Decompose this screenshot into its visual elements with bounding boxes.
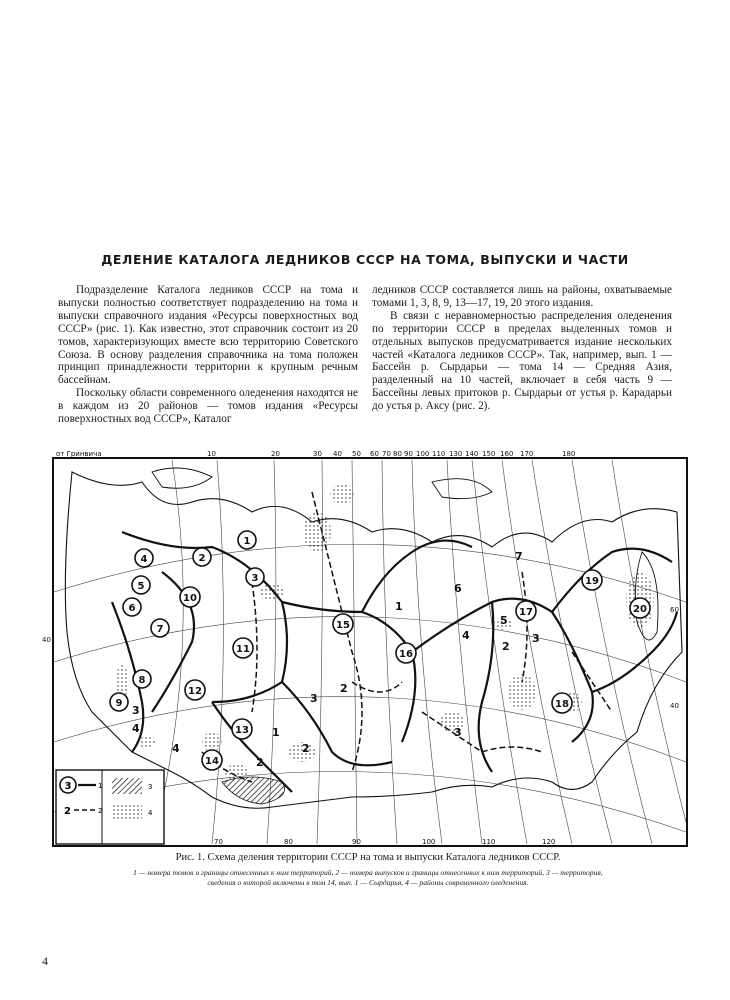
paragraph: Поскольку области современного оледенения находятся не в каждом из 20 районов — томов издания «Ресурсы поверхностных вод СССР», Каталог (58, 387, 358, 426)
page-number: 4 (42, 954, 48, 968)
volume-6 (123, 598, 141, 616)
tick-label: 170 (520, 450, 534, 458)
tick-label: 80 (393, 450, 402, 458)
tick-label: 50 (352, 450, 361, 458)
volume-7 (151, 619, 169, 637)
volume-19 (582, 570, 602, 590)
volume-15 (333, 614, 353, 634)
volume-10 (180, 587, 200, 607)
tick-label: 70 (214, 838, 223, 846)
volume-16 (396, 643, 416, 663)
tick-label: 160 (500, 450, 514, 458)
svg-text:16: 16 (399, 649, 413, 660)
issue-number: 4 (172, 742, 180, 755)
svg-text:6: 6 (128, 603, 136, 614)
svg-text:9: 9 (115, 698, 123, 709)
issue-number: 2 (340, 682, 348, 695)
svg-text:14: 14 (205, 756, 219, 767)
issue-number: 3 (532, 632, 540, 645)
top-axis (56, 450, 575, 458)
volume-13 (232, 719, 252, 739)
svg-text:4: 4 (140, 554, 148, 565)
tick-label: 60 (370, 450, 379, 458)
legend-line: сведения о которой включены в том 14, вып. 1 — Сырдарья, 4 — районы современного оледенения. (207, 878, 529, 887)
volume-20 (630, 598, 650, 618)
svg-text:15: 15 (336, 620, 350, 631)
volume-17 (516, 601, 536, 621)
tick-label: 100 (422, 838, 436, 846)
svg-text:17: 17 (519, 607, 533, 618)
volume-1 (238, 531, 256, 549)
tick-label: 30 (313, 450, 322, 458)
tick-label: 90 (404, 450, 413, 458)
issue-number: 4 (132, 722, 140, 735)
svg-text:8: 8 (138, 675, 146, 686)
volume-12 (185, 680, 205, 700)
volume-3 (246, 568, 264, 586)
volume-4 (135, 549, 153, 567)
issue-number: 3 (310, 692, 318, 705)
svg-text:11: 11 (236, 644, 250, 655)
tick-label: 40 (333, 450, 342, 458)
ussr-map-figure (42, 450, 688, 848)
legend-issue-sample: 2 (64, 806, 71, 817)
volume-9 (110, 693, 128, 711)
tick-label: 110 (432, 450, 446, 458)
svg-text:5: 5 (137, 581, 145, 592)
map-svg (42, 450, 688, 848)
issue-number: 7 (515, 550, 523, 563)
issue-number: 4 (462, 629, 470, 642)
legend-volume-sample: 3 (64, 781, 72, 792)
svg-text:7: 7 (156, 624, 164, 635)
tick-label: 120 (542, 838, 556, 846)
svg-text:18: 18 (555, 699, 569, 710)
volume-2 (193, 548, 211, 566)
tick-label: 100 (416, 450, 430, 458)
figure-caption: Рис. 1. Схема деления территории СССР на тома и выпуски Каталога ледников СССР. (175, 852, 561, 863)
legend-key-3: 3 (148, 783, 153, 791)
svg-text:3: 3 (251, 573, 259, 584)
lat-label: 40 (42, 636, 51, 644)
figure-legend-text (58, 868, 678, 888)
tick-label: 20 (271, 450, 280, 458)
svg-text:10: 10 (183, 593, 197, 604)
volume-8 (133, 670, 151, 688)
map-legend (56, 770, 164, 844)
tick-label: 110 (482, 838, 496, 846)
greenwich-label: от Гринвича (56, 450, 102, 458)
issue-number: 6 (454, 582, 462, 595)
lat-label: 40 (670, 702, 679, 710)
svg-text:13: 13 (235, 725, 249, 736)
tick-label: 80 (284, 838, 293, 846)
legend-key-2: 2 (98, 807, 103, 815)
issue-number: 2 (256, 756, 264, 769)
svg-text:20: 20 (633, 604, 647, 615)
tick-label: 130 (449, 450, 463, 458)
volume-11 (233, 638, 253, 658)
section-heading: ДЕЛЕНИЕ КАТАЛОГА ЛЕДНИКОВ СССР НА ТОМА, ВЫПУСКИ И ЧАСТИ (101, 252, 629, 267)
issue-number: 3 (132, 704, 140, 717)
legend-key-1: 1 (98, 782, 103, 790)
tick-label: 140 (465, 450, 479, 458)
lat-label: 60 (670, 606, 679, 614)
paragraph: В связи с неравномерностью распределения оледенения по территории СССР в пределах выделенных томов и отдельных выпусков предусматривается издание нескольких частей «Каталога ледников СССР». Так, например, вып. 1 — Бассейн р. Сырдарьи — тома 14 — Средняя Азия, разделенный на 10 частей, включает в себя часть 9 — Бассейны левых притоков р. Сырдарьи от устья р. Карадарьи до устья р. Аксу (рис. 2). (372, 309, 672, 413)
legend-line: 1 — номера томов и границы отнесенных к ним территорий, 2 — номера выпусков и границы отнесенных к ним территорий, 3 — территория, (133, 868, 603, 877)
text-column-left (58, 284, 358, 426)
issue-number: 2 (502, 640, 510, 653)
issue-number: 3 (454, 726, 462, 739)
tick-label: 70 (382, 450, 391, 458)
paragraph: ледников СССР составляется лишь на районы, охватываемые томами 1, 3, 8, 9, 13—17, 19, 20 этого издания. (372, 284, 672, 309)
paragraph: Подразделение Каталога ледников СССР на тома и выпуски полностью соответствует подразделению на тома и выпуски справочного издания «Ресурсы поверхностных вод СССР» (рис. 1). Как известно, этот справочник состоит из 20 томов, характеризующих вместе всю территорию Советского Союза. В основу разделения справочника на тома положен принцип принадлежности территории к крупным речным бассейнам. (58, 284, 358, 387)
issue-number: 2 (302, 742, 310, 755)
legend-key-4: 4 (148, 809, 153, 817)
svg-text:1: 1 (243, 536, 251, 547)
tick-label: 90 (352, 838, 361, 846)
issue-number: 5 (500, 614, 508, 627)
volume-5 (132, 576, 150, 594)
tick-label: 10 (207, 450, 216, 458)
svg-text:12: 12 (188, 686, 202, 697)
svg-text:2: 2 (198, 553, 206, 564)
svg-text:19: 19 (585, 576, 599, 587)
volume-14 (202, 750, 222, 770)
issue-number: 1 (272, 726, 280, 739)
issue-number: 1 (395, 600, 403, 613)
volume-18 (552, 693, 572, 713)
tick-label: 150 (482, 450, 496, 458)
text-column-right (372, 284, 672, 413)
tick-label: 180 (562, 450, 576, 458)
